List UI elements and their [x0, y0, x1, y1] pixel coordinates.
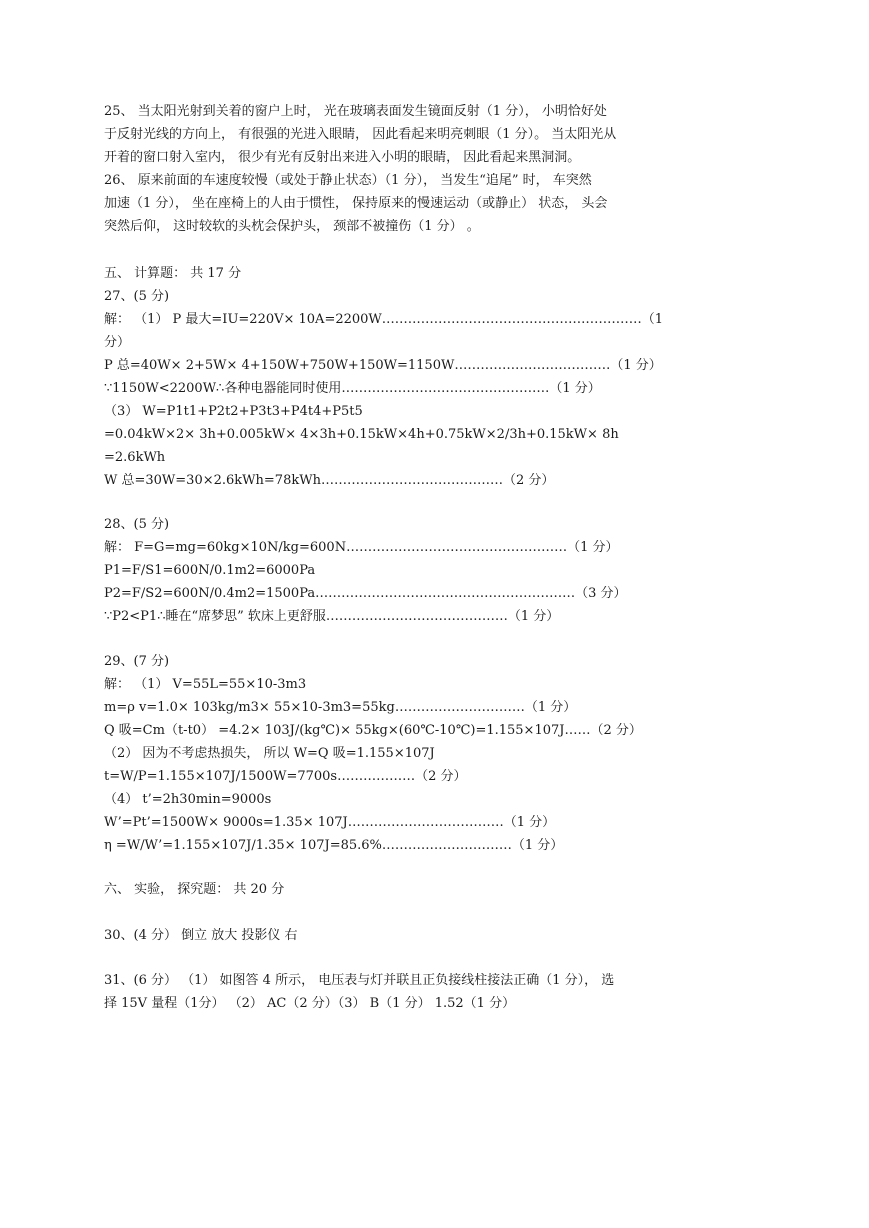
text-line: 解： F=G=mg=60kg×10N/kg=600N……………………………………………（1 分） [104, 540, 619, 555]
section-heading: 六、 实验， 探究题： 共 20 分 [104, 882, 285, 897]
question-number: 27、(5 分) [104, 289, 170, 304]
text-line: （3） W=P1t1+P2t2+P3t3+P4t4+P5t5 [104, 404, 363, 419]
question-number: 29、(7 分) [104, 654, 170, 669]
section-heading: 五、 计算题： 共 17 分 [104, 266, 242, 281]
text-line: 解： （1） V=55L=55×10-3m3 [104, 677, 307, 692]
text-line: 25、 当太阳光射到关着的窗户上时， 光在玻璃表面发生镜面反射（1 分）， 小明恰好处 [104, 104, 607, 119]
text-line: η =W/W’=1.155×107J/1.35× 107J=85.6%…………………………（1 分） [104, 838, 564, 853]
text-line: （2） 因为不考虑热损失， 所以 W=Q 吸=1.155×107J [104, 746, 435, 761]
text-line: ∵1150W<2200W∴各种电器能同时使用…………………………………………（1 分） [104, 381, 601, 396]
text-line: =0.04kW×2× 3h+0.005kW× 4×3h+0.15kW×4h+0.75kW×2/3h+0.15kW× 8h [104, 427, 619, 442]
text-line: 解： （1） P 最大=IU=220V× 10A=2200W……………………………………………………（1 [104, 312, 664, 327]
text-line: Q 吸=Cm（t-t0） =4.2× 103J/(kg℃)× 55kg×(60℃-10℃)=1.155×107J……（2 分） [104, 723, 642, 738]
text-line: W 总=30W=30×2.6kWh=78kWh……………………………………（2 分） [104, 473, 555, 488]
text-line: m=ρ v=1.0× 103kg/m3× 55×10-3m3=55kg…………………………（1 分） [104, 700, 577, 715]
text-line: P 总=40W× 2+5W× 4+150W+750W+150W=1150W………………………………（1 分） [104, 358, 662, 373]
text-line: 分） [104, 335, 131, 350]
text-line: 31、(6 分） （1） 如图答 4 所示， 电压表与灯并联且正负接线柱接法正确（1 分）， 选 [104, 973, 615, 988]
text-line: ∵P2<P1∴睡在“席梦思” 软床上更舒服……………………………………（1 分） [104, 609, 560, 624]
text-line: =2.6kWh [104, 450, 166, 465]
text-line: 突然后仰， 这时较软的头枕会保护头， 颈部不被撞伤（1 分） 。 [104, 219, 480, 234]
text-line: 于反射光线的方向上， 有很强的光进入眼睛， 因此看起来明亮刺眼（1 分）。 当太阳光从 [104, 127, 617, 142]
question-number: 28、(5 分) [104, 517, 170, 532]
text-line: P2=F/S2=600N/0.4m2=1500Pa……………………………………………………（3 分） [104, 586, 627, 601]
text-line: t=W/P=1.155×107J/1500W=7700s………………（2 分） [104, 769, 467, 784]
text-line: W’=Pt’=1500W× 9000s=1.35× 107J………………………………（1 分） [104, 815, 556, 830]
text-line: 26、 原来前面的车速度较慢（或处于静止状态）（1 分）， 当发生“追尾” 时， 车突然 [104, 173, 592, 188]
text-line: （4） t’=2h30min=9000s [104, 792, 272, 807]
text-line: 30、(4 分） 倒立 放大 投影仪 右 [104, 928, 298, 943]
text-line: P1=F/S1=600N/0.1m2=6000Pa [104, 563, 316, 578]
text-line: 择 15V 量程（1分） （2） AC（2 分）（3） B（1 分） 1.52（1 分） [104, 996, 516, 1011]
text-line: 加速（1 分）， 坐在座椅上的人由于惯性， 保持原来的慢速运动（或静止） 状态， 头会 [104, 196, 608, 211]
text-line: 开着的窗口射入室内， 很少有光有反射出来进入小明的眼睛， 因此看起来黑洞洞。 [104, 150, 581, 165]
